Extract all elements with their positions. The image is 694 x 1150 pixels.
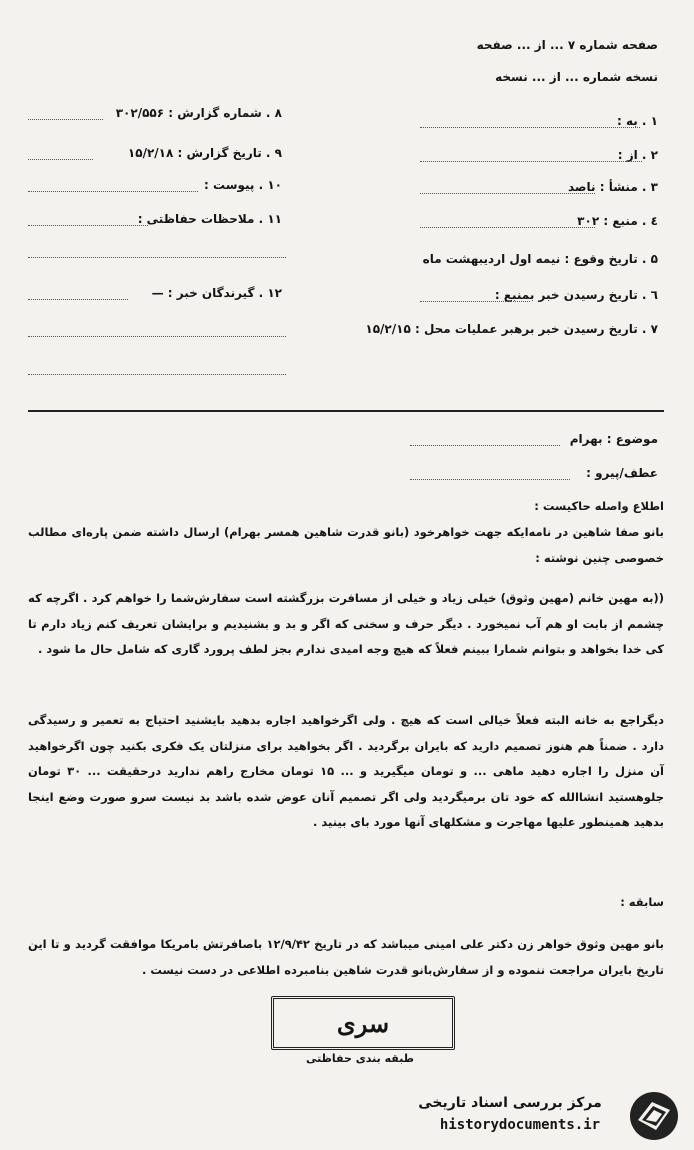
- classification-stamp: [271, 996, 455, 1050]
- subject: [570, 432, 658, 446]
- subject-label: موضوع :: [606, 432, 658, 446]
- field-report-number: [116, 106, 282, 120]
- reference: [586, 466, 658, 480]
- field-label: ۲ . از :: [617, 148, 658, 162]
- field-label: ۱۲ . گیرندگان خبر :: [167, 286, 282, 300]
- field-origin: [568, 180, 658, 194]
- field-value: ناصد: [568, 180, 596, 194]
- field-value: نیمه اول اردیبهشت ماه: [422, 252, 561, 266]
- field-label: ۱۰ . پیوست :: [204, 178, 282, 192]
- dotted-line: [420, 161, 642, 162]
- separator-line: [28, 410, 664, 412]
- field-label: ٤ . منبع :: [603, 214, 658, 228]
- field-value: ۳۰۲: [577, 214, 600, 228]
- field-label: ۱ . به :: [616, 114, 658, 128]
- field-value: ۳۰۲/۵۵۶: [115, 106, 165, 120]
- paragraph-2: ((به مهین خانم (مهین وثوق) خیلی زیاد و خیلی از مسافرت بزرگشته است سفارش‌شما را خواهم کرد . اگرچه که چشمم از بابت او هم آب نمیخورد . دیگر حرف و سخنی که اگر و بد و بشنیدیم و برایشان تعریف کنم زیاد دارم تا کی خدا بخواهد و بتوانم شمارا ببینم فعلاً که هیچ وجه امیدی ندارم بجز لطف پرورد گاری که شامل حال ما شود .: [28, 591, 664, 656]
- field-report-date: [128, 146, 282, 160]
- field-label: ۹ . تاریخ گزارش :: [177, 146, 282, 160]
- field-label: ٦ . تاریخ رسیدن خبر بمنبع :: [494, 288, 658, 302]
- dotted-line: [420, 227, 595, 228]
- subject-value: بهرام: [569, 432, 603, 446]
- field-label: ۸ . شماره گزارش :: [168, 106, 282, 120]
- dotted-line: [420, 127, 640, 128]
- dotted-line: [28, 257, 286, 258]
- field-value: —: [151, 286, 164, 300]
- watermark-url: historydocuments.ir: [439, 1117, 601, 1133]
- dotted-line: [28, 336, 286, 337]
- watermark-title: مرکز بررسی اسناد تاریخی: [418, 1095, 602, 1111]
- field-value: ۱۵/۲/۱۸: [127, 146, 174, 160]
- field-label: ۷ . تاریخ رسیدن خبر برهبر عملیات محل :: [414, 322, 658, 336]
- field-attachment: [204, 178, 282, 192]
- dotted-line: [28, 159, 93, 160]
- dotted-line: [28, 374, 286, 375]
- field-source: [577, 214, 658, 228]
- copy-number: نسخه شماره ... از ... نسخه: [495, 70, 658, 84]
- dotted-line: [28, 225, 148, 226]
- field-from: [618, 148, 658, 162]
- field-value: ۱۵/۲/۱۵: [365, 322, 411, 336]
- reference-label: عطف/پیرو :: [586, 466, 658, 480]
- background-label: سابقه :: [620, 895, 664, 909]
- field-recipients: [152, 286, 282, 300]
- dotted-line: [420, 301, 530, 302]
- field-news-to-source-date: [495, 288, 658, 302]
- field-security-notes: [138, 212, 282, 226]
- stamp-caption: طبقه بندی حفاظتی: [305, 1052, 415, 1065]
- dotted-line: [410, 445, 560, 446]
- dotted-line: [28, 299, 128, 300]
- dotted-line: [420, 193, 595, 194]
- field-news-to-leader-date: [365, 322, 658, 336]
- paragraph-4: بانو مهین وثوق خواهر زن دکتر علی امینی میباشد که در تاریخ ۱۲/۹/۴۲ باصافرتش بامریکا موافقت گردید و تا این تاریخ بایران مراجعت ننموده و از سفارش‌بانو قدرت شاهین بنامبرده اطلاعی در دست نیست .: [28, 937, 664, 977]
- paragraph-3: دیگراجع به خانه البته فعلاً خیالی است که هیچ . ولی اگرخواهید اجاره بدهید بایشنید احتیاج به تعمیر و رسیدگی دارد . ضمناً هم هنوز تصمیم دارید که بایران برگردید . اگر بخواهید برای منزلتان یک فکری بکنید چون اگرخواهید آن منزل را اجاره دهید ماهی ... و تومان میگیرید و ... ۱۵ تومان مخارج راهم ندارید درحقیقت ... ۳۰ تومان جلوهستید انشاالله که خود تان برمیگردید ولی اگر تصمیم آنان عوض شده باشد بد نیست سرو صورت وضع اینجا بدهید همینطور علیها مهاجرت و مشکلهای آنها مورد بای بینید .: [28, 713, 664, 829]
- field-label: ۱۱ . ملاحظات حفاظتی :: [137, 212, 282, 226]
- dotted-line: [410, 479, 570, 480]
- paragraph-1: بانو صفا شاهین در نامه‌ایکه جهت خواهرخود (بانو قدرت شاهین همسر بهرام) ارسال داشته ضمن پاره‌ای مطالب خصوصی چنین نوشته :: [28, 525, 664, 565]
- field-event-date: [423, 252, 658, 266]
- field-label: ۵ . تاریخ وقوع :: [564, 252, 658, 266]
- greeting: اطلاع واصله حاکیست :: [534, 499, 664, 513]
- archive-logo-icon: [626, 1090, 682, 1142]
- stamp-text: سری: [336, 1008, 390, 1038]
- page-number: صفحه شماره ۷ ... از ... صفحه: [476, 38, 658, 52]
- field-to: [617, 114, 658, 128]
- field-label: ۳ . منشأ :: [599, 180, 658, 194]
- dotted-line: [28, 191, 198, 192]
- dotted-line: [28, 119, 103, 120]
